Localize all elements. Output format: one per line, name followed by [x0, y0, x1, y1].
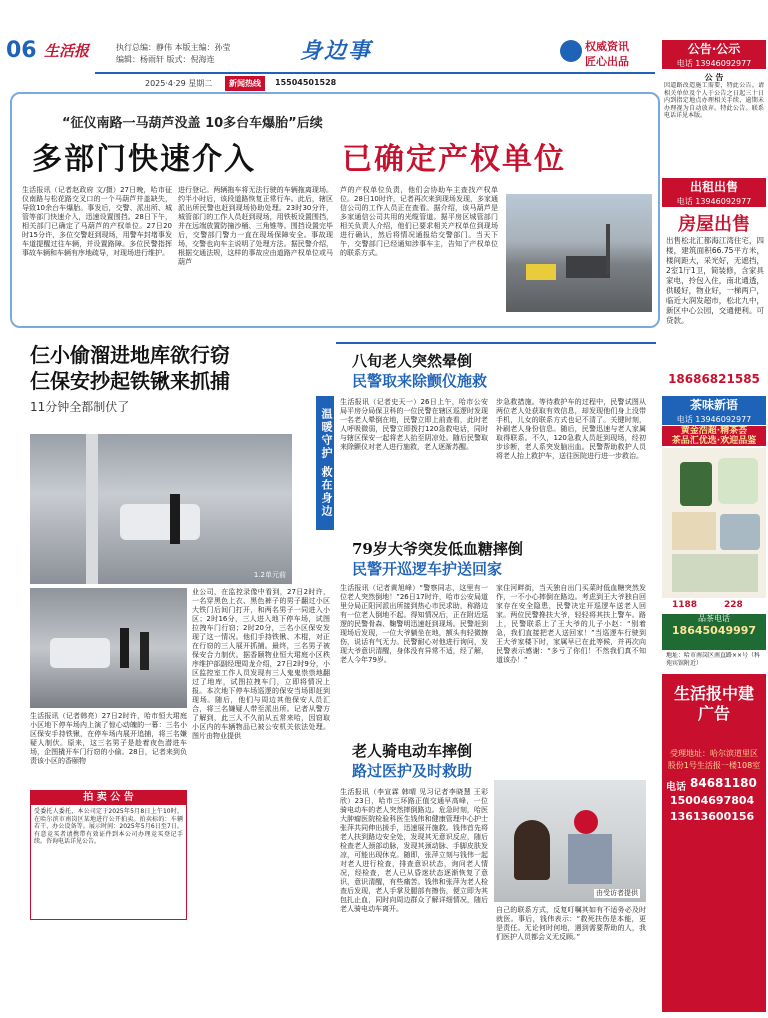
top-article-col3: 芦的产权单位负责，他们会协助车主查找产权单位。28日10时许，记者再次来到现场发现，多家通信公司的工作人员正在查看。据介绍，该马葫芦是多家通信公司共用的光缆管道。据平房区城管部门相关负责人介绍，他们已要求相关产权单位到现场进行确认，然后将情况通报给交警部门。当天下午，交警部门已经通知涉事车主，告知了产权单位的联系方式。 [340, 186, 498, 257]
pillar-shape [86, 434, 98, 584]
tea-slogan-2: 茶品汇优选·欢迎品鉴 [671, 436, 757, 446]
bike-body: 生活报讯（李宣霖 韩晴 见习记者李晓慧 王彩欣）23日，哈市三环路正值交通早高峰，一位骑电动车的老人突然摔倒路边。危急时刻，哈医大肿瘤医院检验科医生钱伟和健康管理中心护士张萍共同伸出援手，迅速展开施救。钱伟首先将老人扶到路边安全处，发现其无意识反应，随后检查老人颈部动脉，发现其颈动脉、手脚皮肤发凉，可能出现休克。随即，张萍立刻与钱伟一起对老人进行检查，排查意识状态，询问老人情况，经检查，老人已从昏迷状态逐渐恢复了意识，意识清醒，有些痛苦。钱伟和张萍为老人检查后发现，老人手掌及腿部有擦伤，便立即为其包扎止血，同时向周边群众了解详细情况，随后老人骑电动车离开。 [340, 788, 488, 913]
bike-photo [494, 780, 646, 902]
tea-products [662, 448, 766, 598]
masthead [0, 0, 660, 78]
top-article-photo [506, 194, 652, 312]
classified-sidebar [662, 40, 766, 1018]
photo-caption: 由受访者提供 [596, 889, 638, 897]
person-shape [140, 632, 149, 670]
thief-subhead: 11分钟全都制伏了 [30, 400, 130, 414]
bike-headline-line-1: 老人骑电动车摔倒 [352, 742, 473, 760]
top-article [10, 92, 660, 328]
top-article-kicker: “征仪南路一马葫芦没盖 10多台车爆胎”后续 [62, 116, 323, 131]
hotline-number: 15504501528 [275, 78, 337, 87]
tea-title: 茶味新语 [662, 396, 766, 414]
elder-headline-line-1: 八旬老人突然晕倒 [352, 352, 473, 370]
side-vertical-bar: 温暖守护 救在身边 [316, 396, 334, 530]
tea-hotline-box [662, 614, 766, 650]
tea-pack-shape [720, 514, 760, 550]
tea-box-shape [680, 462, 712, 506]
issue-date: 2025·4·29 星期二 [145, 79, 213, 88]
ad-phone-3: 13613600156 [670, 810, 755, 823]
photo-caption: 1.2单元前 [253, 571, 286, 579]
tea-price: 1188 [672, 600, 698, 610]
date-bar [95, 76, 655, 90]
ad-title: 生活报中建广告 [673, 684, 754, 723]
slogan-line-2: 匠心出品 [585, 55, 629, 68]
notice-phone: 电话 13946092977 [662, 58, 766, 69]
thief-photo-1 [30, 434, 292, 584]
editors-line-1: 执行总编：静伟 本版主编：孙莹 [116, 43, 231, 52]
bike-headline-line-2: 路过医护及时救助 [352, 762, 473, 780]
notice-title: 公告·公示 [662, 40, 766, 58]
paper-name: 生活报 [44, 42, 90, 60]
barrier-shape [526, 264, 556, 280]
ad-phone-label: 电话 [666, 782, 686, 793]
auction-body: 受委托人委托，本公司定于2025年5月8日上午10时，在哈尔滨市南岗区某地进行公开拍卖。拍卖标的：车辆若干、办公设备等。展示时间：2025年5月6日至7日。有意竞买者请携带有效证件到本公司办理竞买登记手续。咨询电话详见公告。 [34, 808, 183, 846]
top-article-col2: 进行登记。两辆拖车将无法行驶的车辆拖离现场。约半小时后，该段道路恢复正常行车。此后，辖区派出所民警也赶到现场协助处理。23时30分许，城管部门的工作人员赶到现场，用铁板设置围挡，并在远端放置防撞沙桶、三角锥等。围挡设置完毕后，交警部门警力一直在现场保障安全。事故现场，交警也向车主说明了处理方法。据民警介绍，根据交通法规，这样的事故应由道路产权单位或马葫芦 [178, 186, 333, 266]
notice-body: 因道路改造施工需要，特此公告。请相关单位及个人于公告之日起三十日内到指定地点办理相关手续，逾期未办理视为自动放弃。特此公告。联系电话详见本版。 [664, 82, 764, 120]
top-article-col1: 生活报讯（记者赵政府 文/摄）27日晚，哈市征仪南路与松花路交叉口的一个马葫芦井盖缺失，导致10余台车爆胎。事发后，交警、派出所、城管等部门快速介入，迅速设置围挡。28日下午，相关部门已确定了马葫芦的产权单位。27日20时15分许，多位交警赶到现场，用警车封堵事发车道提醒过往车辆，并设置路障。多位民警指挥事故车辆和车辆有序地疏导，对现场进行维护。 [22, 186, 172, 257]
ad-sub-1: 受理地址：哈尔滨道里区 [670, 749, 758, 758]
tea-pack-shape [672, 512, 716, 550]
car-shape [566, 256, 610, 278]
thief-body-right: 业公司，在监控录像中看到，27日2时许，一名穿黑色上衣、黑色裤子的男子翻过小区大铁门后间门打开，和两名男子一同进入小区；2时16分，三人进入地下停车场，试图拉拽车门行窃；2时20分，三名小区保安发现了这一情况。他们手持铁锹、木棍，对正在行窃的三人展开抓捕。最终，三名男子被保安合力制伏。据香颐物业恒大珺庭小区秩序维护部副经理周龙介绍，27日2时9分，小区监控室工作人员发现有三人鬼鬼祟祟地翻过了地库，试图拉拽车门，立即将情况上报。本次地下停车场巡逻的保安当场即赶到现场。随后，他们与周边其他保安人员汇合，将三名嫌疑人带至派出所。记者从警方了解到，此三人不久前从五常来哈，因窃取小区内的车辆物品已被公安机关依法处理。图片由物业提供 [192, 588, 330, 740]
thief-body-left: 生活报讯（记者韩亮）27日2时许，哈市恒大珺庭小区地下停车场内上演了惊心动魄的一幕：三名小区保安手持铁锹，在停车场内展开追捕，将三名嫌疑人制伏。原来，这三名男子是趁着夜色潜进车场，企图撬开车门行窃的小偷。28日，记者来到负责该小区的香颐物 [30, 712, 187, 765]
tea-phone: 电话 13946092977 [662, 414, 766, 425]
tea-hotline: 18645049997 [671, 624, 757, 637]
thief-headline-line-2: 仨保安抄起铁锹来抓捕 [30, 369, 230, 393]
car-shape [120, 504, 200, 540]
tea-address: 地址：哈市南岗区南直路××号（科苑宾馆附近） [666, 652, 761, 667]
ad-sub-2: 股份1号生活报一楼108室 [667, 761, 761, 770]
rent-title: 出租出售 [662, 178, 766, 196]
house-body: 出售松北汇都海江湾住宅，四楼，建筑面积66.75平方米，楼间距大，采光好，无遮挡，2室1厅1卫，简装修，含家具家电，拎包入住，南北通透，供暖好，物业好，一梯两户，临近大润发超市，松北九中，新区中心公园，交通便利。可贷款。 [666, 236, 764, 325]
tea-pack-shape [672, 554, 758, 592]
elder-body-left: 生活报讯（记者史天一）26日上午，哈市公安局平房分局保卫科的一位民警在辖区巡逻时发现一名老人晕倒在地，民警立即上前查看，此时老人呼吸微弱，民警立即拨打120急救电话，同时与辖区保安一起将老人抬至阴凉处。随后民警取来除颤仪对老人进行施救，老人逐渐苏醒。 [340, 398, 488, 451]
page-number: 06 [6, 38, 37, 63]
tea-slogan-box [662, 426, 766, 446]
bike-tail: 自己的联系方式，反复叮嘱其如有不适务必及时就医。事后，钱伟表示：“救死扶伤是本能，更是责任。无论何时何地，遇到需要帮助的人，我们医护人员都会义无反顾。” [496, 906, 646, 941]
person-shape [170, 494, 180, 544]
header-rule [95, 72, 655, 74]
person-shape [120, 628, 129, 668]
thief-photo-2 [30, 588, 187, 708]
diabetic-headline-line-2: 民警开巡逻车护送回家 [352, 560, 503, 578]
house-title: 房屋出售 [678, 214, 750, 235]
auction-title: 拍 卖 公 告 [31, 791, 186, 805]
house-phone: 18686821585 [668, 372, 760, 386]
tea-hotline-label: 品茶电话 [698, 614, 730, 623]
section-title: 身边事 [300, 38, 373, 64]
top-article-headline-black: 多部门快速介入 [32, 142, 256, 177]
person-shape [514, 820, 550, 880]
rent-phone: 电话 13946092977 [662, 196, 766, 207]
hotline-label: 新闻热线 [225, 76, 265, 91]
slogan-line-1: 权威资讯 [585, 40, 629, 53]
divider [336, 342, 656, 344]
person-shape [568, 834, 612, 884]
auction-box [30, 790, 187, 920]
logo-icon [560, 40, 582, 62]
helmet-shape [574, 810, 598, 834]
ad-phone-1: 84681180 [690, 776, 757, 790]
elder-body-right: 步急救措施。等待救护车的过程中，民警试图从两位老人处获取有效信息，却发现他们身上没带手机，儿女的联系方式也记不清了。关键时刻，补刷老人身份信息。随后，民警迅速与老人家属取得联系。不久，120急救人员赶到现场，经初步诊断，老人系突发脑出血。民警帮助救护人员将老人抬上救护车，送往医院进行进一步救治。 [496, 398, 646, 460]
elder-headline-line-2: 民警取来除颤仪施救 [352, 372, 488, 390]
thief-headline-line-1: 仨小偷溜进地库欲行窃 [30, 343, 230, 367]
tea-price-2: 228 [724, 600, 743, 610]
tea-slogan: 黄金浩超·精茶荟 [680, 426, 748, 436]
thief-article-header [30, 342, 330, 415]
top-article-headline-red: 已确定产权单位 [342, 142, 566, 177]
diabetic-headline-line-1: 79岁大爷突发低血糖摔倒 [352, 540, 523, 558]
car-shape [50, 638, 110, 668]
notice-heading: 公 告 [704, 73, 724, 82]
ad-block [662, 674, 766, 1012]
pole-shape [606, 224, 610, 274]
ad-phone-2: 15004697804 [670, 794, 755, 807]
tea-jar-shape [718, 458, 758, 504]
diabetic-body-left: 生活报讯（记者黄旭峰）“警察同志，这里有一位老人突然倒地！”26日17时许，哈市公安局道里分局正阳河派出所接到热心市民求助，称路边有一位老人倒地不起。得知情况后，正在附近巡逻的民警骨森、鞠警明迅速赶到现场。民警赶到现场后发现，一位大爷躺坐在地，额头有轻微擦伤，说话有气无力。民警耐心对他进行询问，发现大爷意识清醒，身体没有异常不适，经了解，老人今年79岁。 [340, 584, 488, 664]
editors-line-2: 编辑：杨雨轩 版式：倪海连 [116, 55, 215, 64]
diabetic-body-right: 家住河畔街，当天独自出门买菜时低血糖突然发作，一不小心摔倒在路边。考虑到王大爷独自回家存在安全隐患，民警决定开巡逻车送老人回家。两位民警搀扶大爷，轻轻将其扶上警车。路上，民警联系上了王大爷的儿子小赵：“别着急，我们直接把老人送回家！”当巡逻车行驶到王大爷家楼下时，家属早已在此等候，并再次向民警表示感谢：“多亏了你们！不然我们真不知道该办！” [496, 584, 646, 664]
